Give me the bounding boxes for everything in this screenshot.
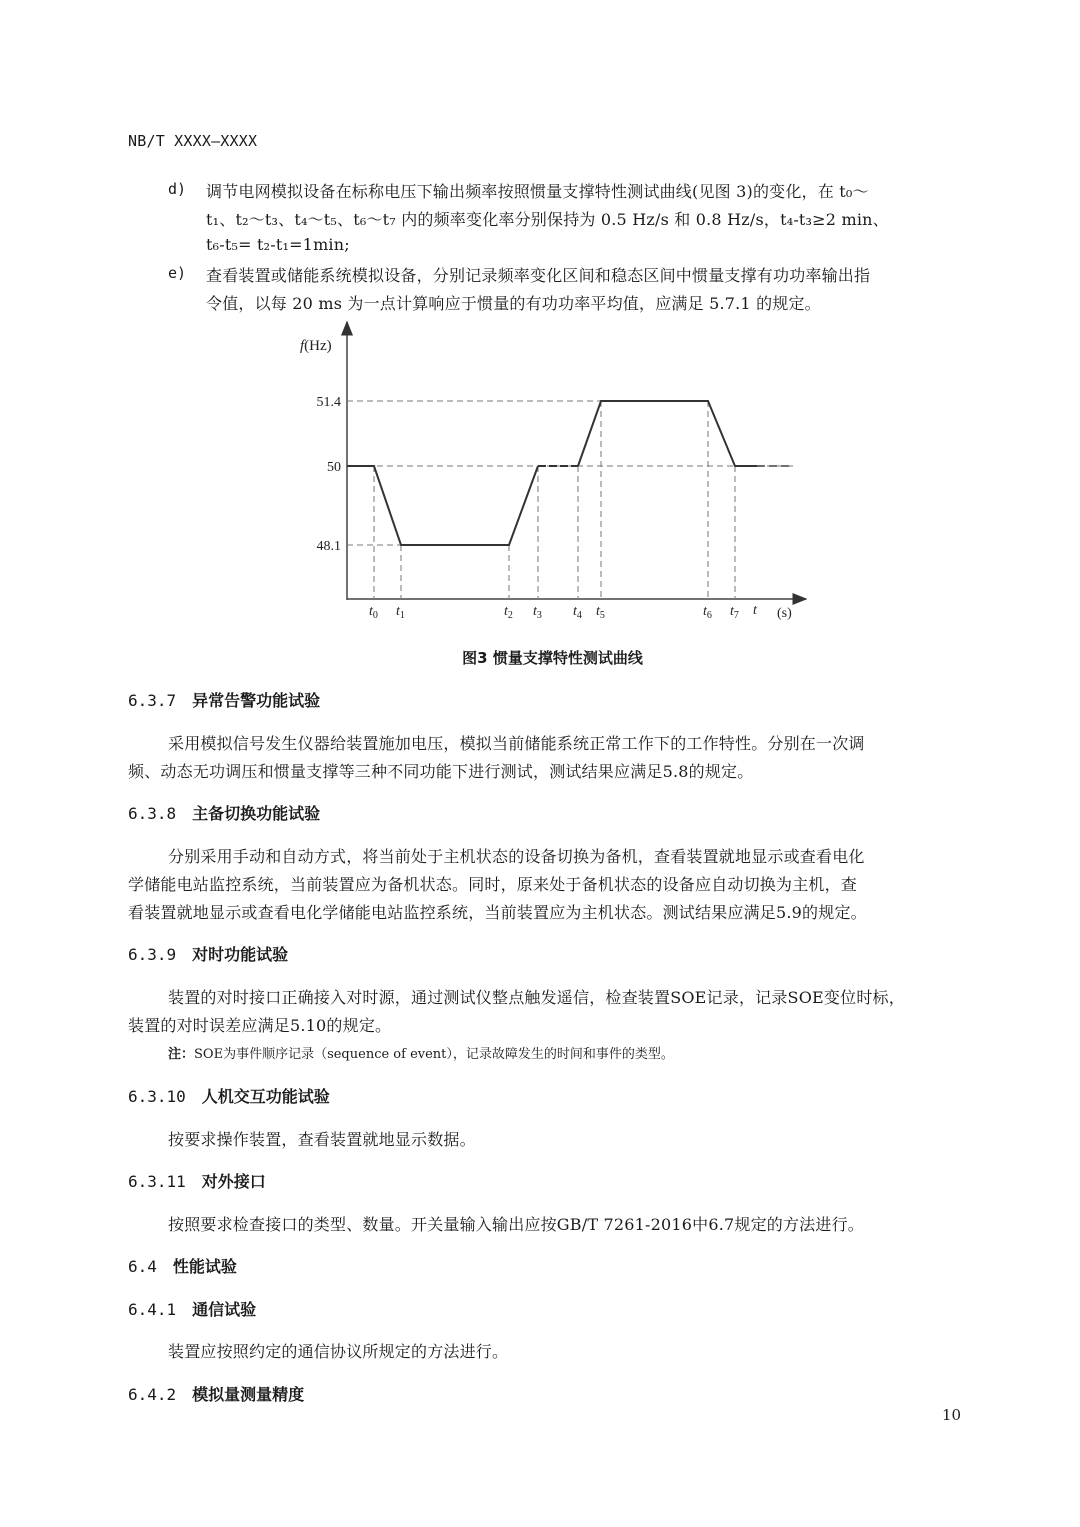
section-number: 6.3.9 — [128, 945, 177, 964]
list-item-e-line-1: 查看装置或储能系统模拟设备，分别记录频率变化区间和稳态区间中惯量支撑有功功率输出指 — [206, 266, 871, 285]
section-number: 6.3.10 — [128, 1087, 186, 1106]
y-tick-48-1: 48.1 — [316, 539, 341, 554]
note-label: 注： — [168, 1047, 195, 1062]
section-heading-6-4-2 — [128, 1382, 304, 1405]
section-number: 6.3.11 — [128, 1172, 186, 1191]
section-number: 6.4 — [128, 1257, 157, 1276]
paragraph-line: 看装置就地显示或查看电化学储能电站监控系统，当前装置应为主机状态。测试结果应满足5.9的规定。 — [128, 903, 867, 922]
svg-text:t2: $t_2$ — [504, 604, 513, 621]
inertia-support-test-curve-chart — [0, 0, 1080, 640]
section-title: 模拟量测量精度 — [192, 1385, 305, 1404]
paragraph-line: 采用模拟信号发生仪器给装置施加电压，模拟当前储能系统正常工作下的工作特性。分别在一次调 — [168, 734, 865, 753]
svg-text:t7: $t_7$ — [730, 604, 739, 621]
list-item-e-line-2: 令值，以每 20 ms 为一点计算响应于惯量的有功功率平均值，应满足 5.7.1 的规定。 — [206, 294, 821, 313]
section-number: 6.4.1 — [128, 1300, 177, 1319]
y-axis-label: f(Hz) — [300, 338, 332, 354]
section-title: 性能试验 — [172, 1257, 237, 1276]
paragraph-line: 装置应按照约定的通信协议所规定的方法进行。 — [168, 1342, 509, 1361]
x-axis-unit-label: (s) — [777, 606, 792, 621]
document-code-header: NB/T XXXX—XXXX — [128, 132, 258, 150]
x-axis-variable-label: t — [753, 603, 757, 618]
note — [168, 1043, 674, 1062]
section-number: 6.4.2 — [128, 1385, 177, 1404]
x-tick-labels — [369, 603, 758, 621]
list-item-e-label: e) — [168, 264, 187, 282]
note-text: SOE为事件顺序记录（sequence of event），记录故障发生的时间和事件的类型。 — [194, 1047, 674, 1062]
list-item-d-label: d) — [168, 180, 187, 198]
section-heading-6-3-10 — [128, 1084, 330, 1107]
list-item-d-line-1: 调节电网模拟设备在标称电压下输出频率按照惯量支撑特性测试曲线(见图 3)的变化，在 t₀～ — [206, 182, 869, 201]
section-title: 对时功能试验 — [192, 945, 289, 964]
paragraph-line: 学储能电站监控系统，当前装置应为备机状态。同时，原来处于备机状态的设备应自动切换为主机，查 — [128, 875, 858, 894]
section-heading-6-4 — [128, 1254, 237, 1277]
section-title: 人机交互功能试验 — [201, 1087, 330, 1106]
svg-text:t3: $t_3$ — [533, 604, 542, 621]
section-heading-6-3-7 — [128, 688, 320, 711]
section-title: 异常告警功能试验 — [192, 691, 321, 710]
paragraph-line: 频、动态无功调压和惯量支撑等三种不同功能下进行测试，测试结果应满足5.8的规定。 — [128, 762, 754, 781]
paragraph-line: 按要求操作装置，查看装置就地显示数据。 — [168, 1130, 476, 1149]
section-heading-6-4-1 — [128, 1297, 256, 1320]
page-number: 10 — [942, 1406, 962, 1424]
y-tick-51-4: 51.4 — [316, 395, 341, 410]
section-title: 主备切换功能试验 — [192, 804, 321, 823]
frequency-curve-part-2 — [578, 401, 757, 466]
y-tick-50: 50 — [327, 460, 341, 475]
paragraph-line: 装置的对时误差应满足5.10的规定。 — [128, 1016, 392, 1035]
section-heading-6-3-11 — [128, 1169, 266, 1192]
figure-caption: 图3 惯量支撑特性测试曲线 — [462, 649, 643, 667]
reference-lines — [347, 401, 793, 599]
list-item-d-line-2: t₁、t₂～t₃、t₄～t₅、t₆～t₇ 内的频率变化率分别保持为 0.5 Hz/s 和 0.8 Hz/s，t₄-t₃≥2 min、 — [206, 210, 889, 229]
section-number: 6.3.8 — [128, 804, 177, 823]
section-title: 对外接口 — [201, 1172, 266, 1191]
list-item-d-line-3: t₆-t₅= t₂-t₁=1min; — [206, 235, 350, 254]
section-heading-6-3-8 — [128, 801, 320, 824]
svg-text:t6: $t_6$ — [703, 604, 712, 621]
svg-text:t4: $t_4$ — [573, 604, 582, 621]
section-title: 通信试验 — [192, 1300, 257, 1319]
svg-text:t1: $t_1$ — [396, 604, 405, 621]
paragraph-line: 分别采用手动和自动方式，将当前处于主机状态的设备切换为备机，查看装置就地显示或查看电化 — [168, 847, 865, 866]
section-number: 6.3.7 — [128, 691, 177, 710]
section-heading-6-3-9 — [128, 942, 288, 965]
frequency-curve-part-1 — [347, 466, 538, 545]
paragraph-line: 装置的对时接口正确接入对时源，通过测试仪整点触发遥信，检查装置SOE记录，记录SOE变位时标， — [168, 988, 905, 1007]
paragraph-line: 按照要求检查接口的类型、数量。开关量输入输出应按GB/T 7261-2016中6.7规定的方法进行。 — [168, 1215, 864, 1234]
svg-text:t5: $t_5$ — [596, 604, 605, 621]
svg-text:t0: $t_0$ — [369, 604, 378, 621]
